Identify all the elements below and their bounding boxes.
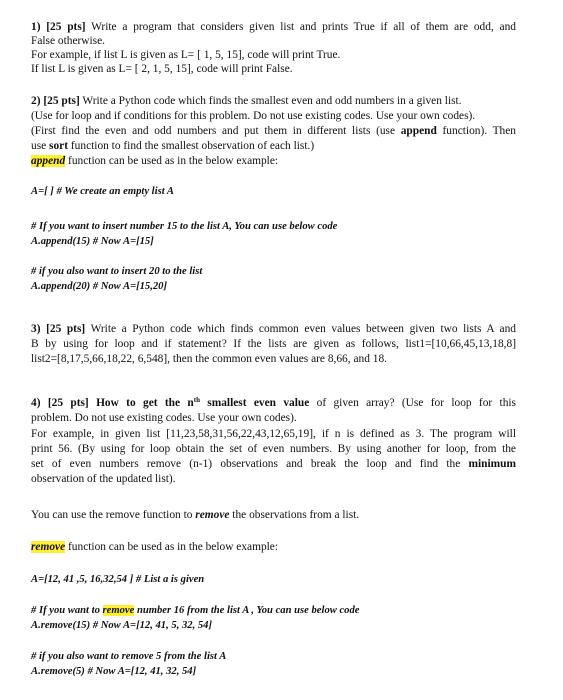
q3-line-2: B by using for loop and if statement? If the lists are given as follows, list1=[10,66,45,13,18,8] <box>31 338 516 350</box>
q2-number: 2) <box>31 95 41 107</box>
q4-code-5: A.remove(5) # Now A=[12, 41, 32, 54] <box>31 666 197 677</box>
q1-line-4: If list L is given as L= [ 2, 1, 5, 15], code will print False. <box>31 63 293 75</box>
q4-line-8: remove function can be used as in the below example: <box>31 541 279 553</box>
q2-code-3: A.append(15) # Now A=[15] <box>31 236 154 247</box>
q4-line-5: set of even numbers remove (n-1) observations and break the loop and find the minimum <box>31 458 516 470</box>
q2-line-2: (Use for loop and if conditions for this problem. Do not use existing codes. Use your own codes). <box>31 110 476 122</box>
q4-line-3: For example, in given list [11,23,58,31,56,22,43,12,65,19], if n is defined as 3. The program will <box>31 428 516 440</box>
q2-code-2: # If you want to insert number 15 to the list A, You can use below code <box>31 221 338 232</box>
q2-code-5: A.append(20) # Now A=[15,20] <box>31 281 168 292</box>
q3-line-3: list2=[8,17,5,66,18,22, 6,548], then the common even values are 8,66, and 18. <box>31 353 387 365</box>
q4-number: 4) <box>31 397 41 409</box>
q1-number: 1) <box>31 21 41 33</box>
q4-line-6: observation of the updated list). <box>31 473 176 485</box>
highlight-remove: remove <box>31 541 66 553</box>
q2-code-1: A=[ ] # We create an empty list A <box>31 186 174 197</box>
q1-line-3: For example, if list L is given as L= [ 1, 5, 15], code will print True. <box>31 49 341 61</box>
q4-line-2: problem. Do not use existing codes. Use your own codes). <box>31 412 297 424</box>
q4-line-1: 4) [25 pts] How to get the $n^{th}$ smallest even value of given array? (Use for loop for this <box>31 396 516 409</box>
q2-line-3: (First find the even and odd numbers and put them in different lists (use append function). Then <box>31 125 516 137</box>
q4-line-7: You can use the remove function to remove the observations from a list. <box>31 509 360 521</box>
highlight-remove-code: remove <box>102 605 135 616</box>
q4-points: [25 pts] <box>47 397 89 409</box>
q2-points: [25 pts] <box>43 95 80 107</box>
q4-code-1: A=[12, 41 ,5, 16,32,54 ] # List a is given <box>31 574 205 585</box>
q3-number: 3) <box>31 323 41 335</box>
q3-line-1: 3) [25 pts] Write a Python code which finds common even values between given two lists A and <box>31 323 516 335</box>
q4-code-4: # if you also want to remove 5 from the list A <box>31 651 227 662</box>
q4-code-3: A.remove(15) # Now A=[12, 41, 5, 32, 54] <box>31 620 213 631</box>
q3-points: [25 pts] <box>46 323 86 335</box>
q1-line-2: False otherwise. <box>31 35 106 47</box>
q2-line-1: 2) [25 pts] Write a Python code which finds the smallest even and odd numbers in a given list. <box>31 95 462 107</box>
q2-line-5: append function can be used as in the below example: <box>31 155 279 167</box>
q2-line-4: use sort function to find the smallest observation of each list.) <box>31 140 315 152</box>
q4-code-2: # If you want to remove number 16 from the list A , You can use below code <box>31 605 360 616</box>
q4-line-4: print 56. (By using for loop obtain the set of even numbers. By using another for loop, from the <box>31 443 516 455</box>
q2-code-4: # if you also want to insert 20 to the list <box>31 266 203 277</box>
q1-line-1: 1) [25 pts] Write a program that considers given list and prints True if all of them are odd, and <box>31 21 516 33</box>
highlight-append: append <box>31 155 66 167</box>
q1-points: [25 pts] <box>46 21 86 33</box>
